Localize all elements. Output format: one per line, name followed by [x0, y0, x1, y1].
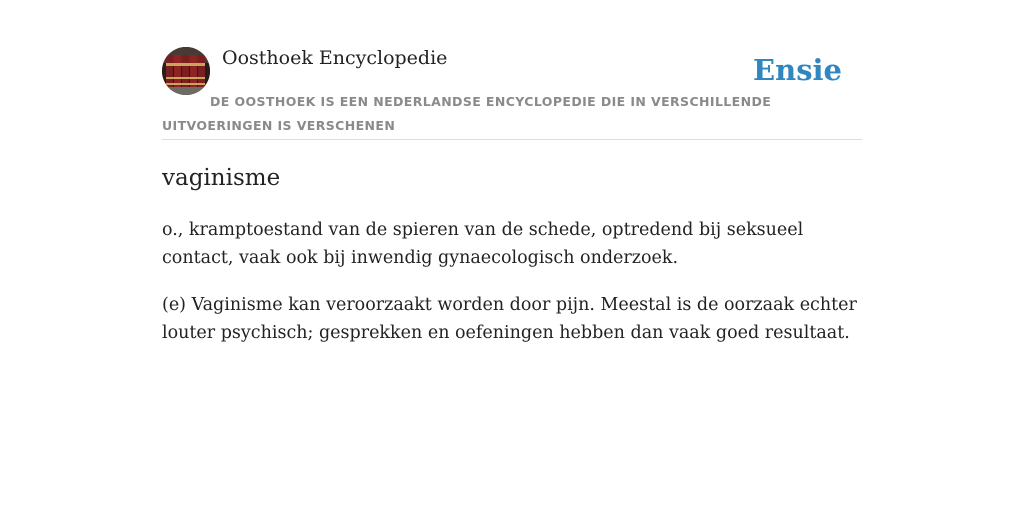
- site-name[interactable]: Oosthoek Encyclopedie: [222, 47, 448, 69]
- entry-title: vaginisme: [162, 165, 281, 191]
- entry-paragraph-2: (e) Vaginisme kan veroorzaakt worden door pijn. Meestal is de oorzaak echter louter psychisch; gesprekken en oefeningen hebben dan vaak goed resultaat.: [162, 295, 857, 343]
- site-tagline: DE OOSTHOEK IS EEN NEDERLANDSE ENCYCLOPEDIE DIE IN VERSCHILLENDE UITVOERINGEN IS VERSCHENEN: [162, 94, 772, 133]
- site-header: [162, 0, 862, 140]
- page-container: [162, 0, 862, 512]
- encyclopedia-books-icon[interactable]: [162, 47, 210, 95]
- ensie-logo-link[interactable]: Ensie: [753, 53, 842, 87]
- entry-paragraph-1: o., kramptoestand van de spieren van de schede, optredend bij seksueel contact, vaak ook bij inwendig gynaecologisch onderzoek.: [162, 220, 804, 268]
